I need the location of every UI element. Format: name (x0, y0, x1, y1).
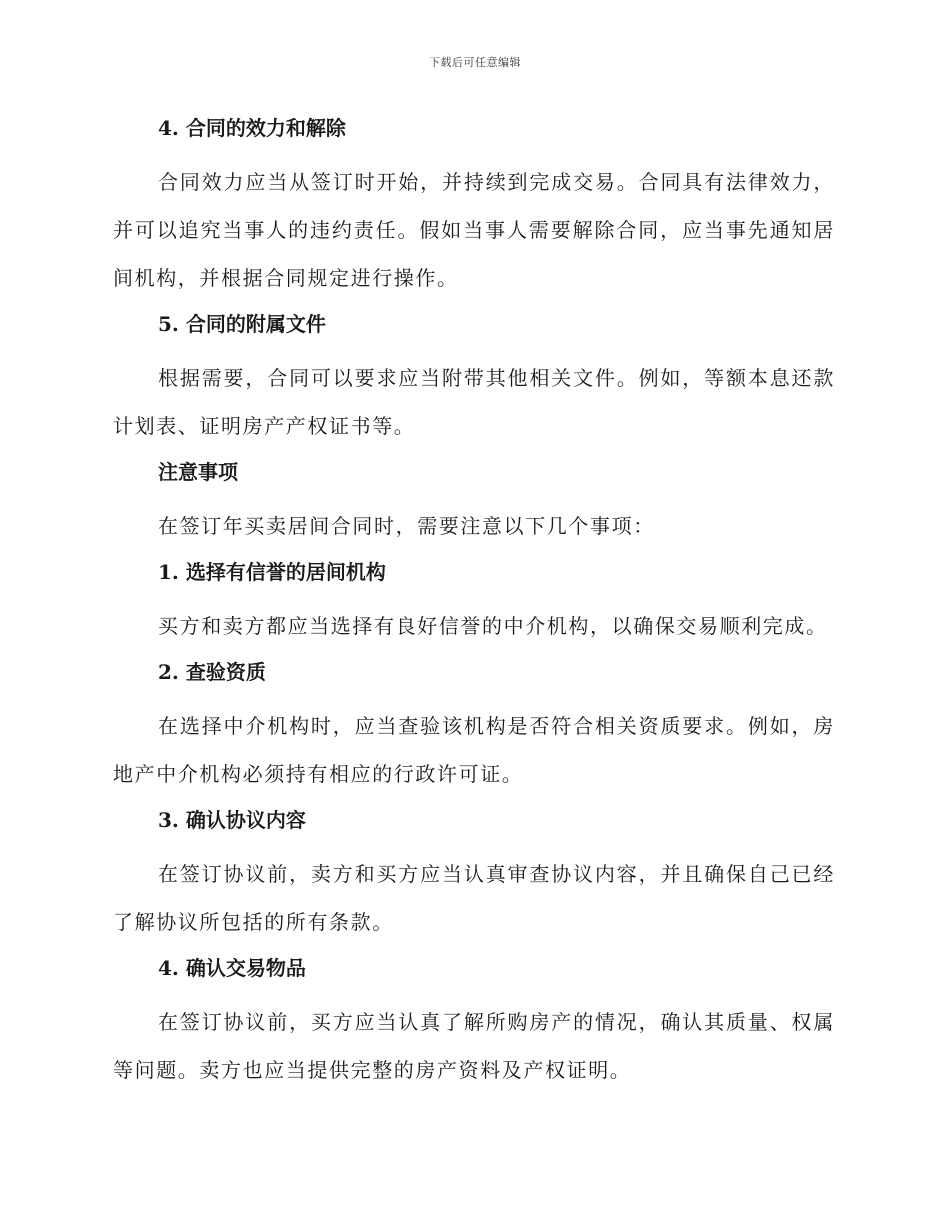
section-confirm-agreement (113, 800, 835, 946)
section-paragraph: 合同效力应当从签订时开始，并持续到完成交易。合同具有法律效力，并可以追究当事人的违约责任。假如当事人需要解除合同，应当事先通知居间机构，并根据合同规定进行操作。 (113, 170, 835, 290)
section-heading: 3. 确认协议内容 (158, 808, 306, 832)
section-heading: 4. 确认交易物品 (158, 956, 306, 980)
section-paragraph: 在签订年买卖居间合同时，需要注意以下几个事项： (158, 514, 655, 538)
section-heading: 4. 合同的效力和解除 (158, 116, 346, 140)
section-paragraph: 买方和卖方都应当选择有良好信誉的中介机构，以确保交易顺利完成。 (158, 614, 828, 638)
section-paragraph: 在选择中介机构时，应当查验该机构是否符合相关资质要求。例如，房地产中介机构必须持有相应的行政许可证。 (113, 714, 835, 786)
section-contract-validity (113, 108, 835, 302)
page-header: 下载后可任意编辑 (429, 56, 521, 69)
section-contract-attachments (113, 304, 835, 450)
section-paragraph: 在签订协议前，买方应当认真了解所购房产的情况，确认其质量、权属等问题。卖方也应当提供完整的房产资料及产权证明。 (113, 1010, 835, 1082)
section-heading: 5. 合同的附属文件 (158, 312, 326, 336)
section-verify-qualifications (113, 652, 835, 798)
section-notes (113, 452, 835, 550)
section-heading: 注意事项 (158, 460, 238, 484)
section-confirm-property (113, 948, 835, 1094)
section-choose-agency (113, 552, 835, 650)
section-paragraph: 根据需要，合同可以要求应当附带其他相关文件。例如，等额本息还款计划表、证明房产产权证书等。 (113, 366, 835, 438)
section-paragraph: 在签订协议前，卖方和买方应当认真审查协议内容，并且确保自己已经了解协议所包括的所有条款。 (113, 862, 835, 934)
section-heading: 2. 查验资质 (158, 660, 266, 684)
section-heading: 1. 选择有信誉的居间机构 (158, 560, 386, 584)
document-body (113, 108, 835, 1096)
